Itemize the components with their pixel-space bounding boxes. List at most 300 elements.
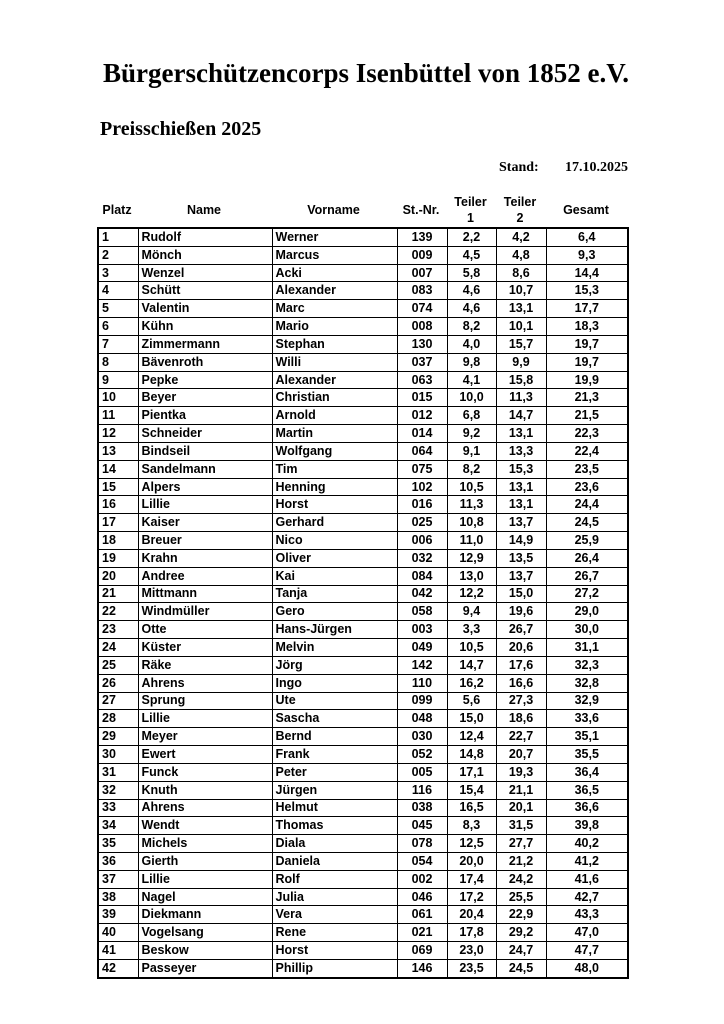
name-cell: Ewert bbox=[138, 746, 272, 764]
platz-cell: 10 bbox=[98, 389, 138, 407]
table-row bbox=[98, 442, 628, 460]
teiler2-cell: 24,7 bbox=[496, 942, 546, 960]
table-row bbox=[98, 371, 628, 389]
gesamt-cell: 17,7 bbox=[546, 300, 628, 318]
name-cell: Alpers bbox=[138, 478, 272, 496]
teiler1-cell: 12,5 bbox=[447, 835, 496, 853]
vorname-cell: Vera bbox=[272, 906, 397, 924]
stnr-cell: 021 bbox=[397, 924, 447, 942]
stnr-cell: 139 bbox=[397, 228, 447, 246]
table-row bbox=[98, 906, 628, 924]
name-cell: Windmüller bbox=[138, 603, 272, 621]
platz-cell: 35 bbox=[98, 835, 138, 853]
platz-cell: 5 bbox=[98, 300, 138, 318]
vorname-cell: Peter bbox=[272, 763, 397, 781]
name-cell: Knuth bbox=[138, 781, 272, 799]
vorname-cell: Rene bbox=[272, 924, 397, 942]
platz-cell: 36 bbox=[98, 852, 138, 870]
gesamt-cell: 24,4 bbox=[546, 496, 628, 514]
table-row bbox=[98, 781, 628, 799]
table-row bbox=[98, 460, 628, 478]
teiler1-cell: 14,7 bbox=[447, 656, 496, 674]
platz-cell: 33 bbox=[98, 799, 138, 817]
vorname-cell: Stephan bbox=[272, 335, 397, 353]
table-row bbox=[98, 228, 628, 246]
teiler1-cell: 17,1 bbox=[447, 763, 496, 781]
gesamt-cell: 41,2 bbox=[546, 852, 628, 870]
platz-cell: 41 bbox=[98, 942, 138, 960]
platz-cell: 34 bbox=[98, 817, 138, 835]
stnr-cell: 074 bbox=[397, 300, 447, 318]
stnr-cell: 008 bbox=[397, 318, 447, 336]
stnr-cell: 061 bbox=[397, 906, 447, 924]
table-row bbox=[98, 407, 628, 425]
vorname-cell: Thomas bbox=[272, 817, 397, 835]
vorname-cell: Horst bbox=[272, 496, 397, 514]
teiler2-cell: 21,2 bbox=[496, 852, 546, 870]
teiler1-cell: 5,6 bbox=[447, 692, 496, 710]
name-cell: Sandelmann bbox=[138, 460, 272, 478]
teiler2-cell: 20,6 bbox=[496, 639, 546, 657]
teiler1-cell: 9,1 bbox=[447, 442, 496, 460]
vorname-cell: Daniela bbox=[272, 852, 397, 870]
teiler1-cell: 15,4 bbox=[447, 781, 496, 799]
vorname-cell: Nico bbox=[272, 532, 397, 550]
teiler2-cell: 19,6 bbox=[496, 603, 546, 621]
table-row bbox=[98, 567, 628, 585]
gesamt-cell: 36,6 bbox=[546, 799, 628, 817]
table-row bbox=[98, 942, 628, 960]
table-row bbox=[98, 496, 628, 514]
teiler2-cell: 20,1 bbox=[496, 799, 546, 817]
stnr-cell: 025 bbox=[397, 514, 447, 532]
stnr-cell: 083 bbox=[397, 282, 447, 300]
stnr-cell: 078 bbox=[397, 835, 447, 853]
teiler2-cell: 16,6 bbox=[496, 674, 546, 692]
table-row bbox=[98, 639, 628, 657]
table-row bbox=[98, 318, 628, 336]
teiler1-cell: 16,2 bbox=[447, 674, 496, 692]
teiler2-cell: 18,6 bbox=[496, 710, 546, 728]
platz-cell: 16 bbox=[98, 496, 138, 514]
teiler1-cell: 20,4 bbox=[447, 906, 496, 924]
teiler2-cell: 13,1 bbox=[496, 425, 546, 443]
gesamt-cell: 14,4 bbox=[546, 264, 628, 282]
teiler1-cell: 16,5 bbox=[447, 799, 496, 817]
platz-cell: 2 bbox=[98, 246, 138, 264]
stnr-cell: 014 bbox=[397, 425, 447, 443]
table-row bbox=[98, 852, 628, 870]
vorname-cell: Jürgen bbox=[272, 781, 397, 799]
table-row bbox=[98, 425, 628, 443]
name-cell: Meyer bbox=[138, 728, 272, 746]
teiler1-cell: 13,0 bbox=[447, 567, 496, 585]
gesamt-cell: 25,9 bbox=[546, 532, 628, 550]
teiler2-cell: 15,8 bbox=[496, 371, 546, 389]
name-cell: Mittmann bbox=[138, 585, 272, 603]
vorname-cell: Frank bbox=[272, 746, 397, 764]
gesamt-cell: 36,4 bbox=[546, 763, 628, 781]
table-row bbox=[98, 603, 628, 621]
name-cell: Otte bbox=[138, 621, 272, 639]
table-row bbox=[98, 817, 628, 835]
teiler1-cell: 8,3 bbox=[447, 817, 496, 835]
name-cell: Michels bbox=[138, 835, 272, 853]
teiler2-cell: 29,2 bbox=[496, 924, 546, 942]
platz-cell: 21 bbox=[98, 585, 138, 603]
teiler2-cell: 21,1 bbox=[496, 781, 546, 799]
teiler2-cell: 13,7 bbox=[496, 567, 546, 585]
column-header-teiler1-line2: 1 bbox=[467, 211, 474, 225]
results-table-body bbox=[98, 228, 628, 978]
column-header-teiler2-line2: 2 bbox=[516, 211, 524, 225]
vorname-cell: Diala bbox=[272, 835, 397, 853]
stnr-cell: 005 bbox=[397, 763, 447, 781]
vorname-cell: Christian bbox=[272, 389, 397, 407]
stnr-cell: 037 bbox=[397, 353, 447, 371]
name-cell: Kühn bbox=[138, 318, 272, 336]
platz-cell: 8 bbox=[98, 353, 138, 371]
column-header-platz: Platz bbox=[102, 203, 132, 217]
table-row bbox=[98, 763, 628, 781]
stnr-cell: 084 bbox=[397, 567, 447, 585]
name-cell: Bindseil bbox=[138, 442, 272, 460]
table-row bbox=[98, 282, 628, 300]
vorname-cell: Sascha bbox=[272, 710, 397, 728]
gesamt-cell: 22,4 bbox=[546, 442, 628, 460]
name-cell: Breuer bbox=[138, 532, 272, 550]
table-row bbox=[98, 692, 628, 710]
name-cell: Passeyer bbox=[138, 959, 272, 977]
platz-cell: 1 bbox=[98, 228, 138, 246]
gesamt-cell: 43,3 bbox=[546, 906, 628, 924]
name-cell: Mönch bbox=[138, 246, 272, 264]
teiler2-cell: 13,1 bbox=[496, 300, 546, 318]
column-header-teiler2 bbox=[495, 193, 545, 227]
table-row bbox=[98, 300, 628, 318]
table-row bbox=[98, 585, 628, 603]
teiler1-cell: 5,8 bbox=[447, 264, 496, 282]
stnr-cell: 006 bbox=[397, 532, 447, 550]
stand-date: 17.10.2025 bbox=[565, 160, 628, 175]
gesamt-cell: 21,5 bbox=[546, 407, 628, 425]
platz-cell: 15 bbox=[98, 478, 138, 496]
teiler1-cell: 10,8 bbox=[447, 514, 496, 532]
vorname-cell: Martin bbox=[272, 425, 397, 443]
teiler1-cell: 3,3 bbox=[447, 621, 496, 639]
table-row bbox=[98, 835, 628, 853]
teiler2-cell: 13,3 bbox=[496, 442, 546, 460]
column-header-name: Name bbox=[186, 203, 222, 217]
name-cell: Vogelsang bbox=[138, 924, 272, 942]
teiler2-cell: 13,7 bbox=[496, 514, 546, 532]
vorname-cell: Helmut bbox=[272, 799, 397, 817]
teiler2-cell: 26,7 bbox=[496, 621, 546, 639]
table-row bbox=[98, 959, 628, 977]
teiler1-cell: 11,3 bbox=[447, 496, 496, 514]
stnr-cell: 069 bbox=[397, 942, 447, 960]
document-title: Bürgerschützencorps Isenbüttel von 1852 e.V. bbox=[103, 58, 629, 88]
teiler2-cell: 22,9 bbox=[496, 906, 546, 924]
stnr-cell: 063 bbox=[397, 371, 447, 389]
table-row bbox=[98, 728, 628, 746]
teiler1-cell: 9,2 bbox=[447, 425, 496, 443]
teiler2-cell: 15,0 bbox=[496, 585, 546, 603]
table-row bbox=[98, 656, 628, 674]
gesamt-cell: 36,5 bbox=[546, 781, 628, 799]
gesamt-cell: 24,5 bbox=[546, 514, 628, 532]
platz-cell: 20 bbox=[98, 567, 138, 585]
stnr-cell: 058 bbox=[397, 603, 447, 621]
stnr-cell: 002 bbox=[397, 870, 447, 888]
teiler2-cell: 25,5 bbox=[496, 888, 546, 906]
platz-cell: 38 bbox=[98, 888, 138, 906]
platz-cell: 40 bbox=[98, 924, 138, 942]
stnr-cell: 015 bbox=[397, 389, 447, 407]
platz-cell: 39 bbox=[98, 906, 138, 924]
platz-cell: 23 bbox=[98, 621, 138, 639]
teiler1-cell: 4,6 bbox=[447, 300, 496, 318]
name-cell: Schneider bbox=[138, 425, 272, 443]
stnr-cell: 099 bbox=[397, 692, 447, 710]
vorname-cell: Henning bbox=[272, 478, 397, 496]
teiler1-cell: 4,5 bbox=[447, 246, 496, 264]
teiler1-cell: 12,4 bbox=[447, 728, 496, 746]
name-cell: Lillie bbox=[138, 870, 272, 888]
teiler2-cell: 20,7 bbox=[496, 746, 546, 764]
stnr-cell: 045 bbox=[397, 817, 447, 835]
teiler2-cell: 15,3 bbox=[496, 460, 546, 478]
platz-cell: 9 bbox=[98, 371, 138, 389]
gesamt-cell: 29,0 bbox=[546, 603, 628, 621]
gesamt-cell: 19,7 bbox=[546, 335, 628, 353]
vorname-cell: Acki bbox=[272, 264, 397, 282]
name-cell: Ahrens bbox=[138, 674, 272, 692]
gesamt-cell: 35,1 bbox=[546, 728, 628, 746]
teiler2-cell: 31,5 bbox=[496, 817, 546, 835]
name-cell: Lillie bbox=[138, 496, 272, 514]
name-cell: Kaiser bbox=[138, 514, 272, 532]
document-subtitle: Preisschießen 2025 bbox=[100, 118, 262, 140]
teiler2-cell: 13,1 bbox=[496, 496, 546, 514]
name-cell: Pientka bbox=[138, 407, 272, 425]
name-cell: Beskow bbox=[138, 942, 272, 960]
platz-cell: 26 bbox=[98, 674, 138, 692]
teiler2-cell: 11,3 bbox=[496, 389, 546, 407]
stnr-cell: 038 bbox=[397, 799, 447, 817]
gesamt-cell: 30,0 bbox=[546, 621, 628, 639]
teiler2-cell: 17,6 bbox=[496, 656, 546, 674]
vorname-cell: Arnold bbox=[272, 407, 397, 425]
stand-label: Stand: bbox=[499, 160, 539, 175]
platz-cell: 24 bbox=[98, 639, 138, 657]
teiler1-cell: 9,4 bbox=[447, 603, 496, 621]
name-cell: Rudolf bbox=[138, 228, 272, 246]
platz-cell: 42 bbox=[98, 959, 138, 977]
platz-cell: 25 bbox=[98, 656, 138, 674]
vorname-cell: Mario bbox=[272, 318, 397, 336]
teiler1-cell: 17,4 bbox=[447, 870, 496, 888]
platz-cell: 11 bbox=[98, 407, 138, 425]
table-row bbox=[98, 924, 628, 942]
name-cell: Pepke bbox=[138, 371, 272, 389]
table-row bbox=[98, 478, 628, 496]
table-row bbox=[98, 621, 628, 639]
vorname-cell: Ute bbox=[272, 692, 397, 710]
gesamt-cell: 21,3 bbox=[546, 389, 628, 407]
platz-cell: 13 bbox=[98, 442, 138, 460]
gesamt-cell: 32,9 bbox=[546, 692, 628, 710]
vorname-cell: Werner bbox=[272, 228, 397, 246]
gesamt-cell: 33,6 bbox=[546, 710, 628, 728]
teiler1-cell: 15,0 bbox=[447, 710, 496, 728]
stnr-cell: 030 bbox=[397, 728, 447, 746]
stnr-cell: 054 bbox=[397, 852, 447, 870]
gesamt-cell: 32,8 bbox=[546, 674, 628, 692]
teiler2-cell: 8,6 bbox=[496, 264, 546, 282]
stand-line bbox=[499, 160, 628, 176]
gesamt-cell: 41,6 bbox=[546, 870, 628, 888]
vorname-cell: Willi bbox=[272, 353, 397, 371]
teiler1-cell: 4,1 bbox=[447, 371, 496, 389]
platz-cell: 3 bbox=[98, 264, 138, 282]
gesamt-cell: 39,8 bbox=[546, 817, 628, 835]
gesamt-cell: 23,5 bbox=[546, 460, 628, 478]
name-cell: Funck bbox=[138, 763, 272, 781]
teiler2-cell: 14,9 bbox=[496, 532, 546, 550]
name-cell: Beyer bbox=[138, 389, 272, 407]
vorname-cell: Oliver bbox=[272, 549, 397, 567]
vorname-cell: Horst bbox=[272, 942, 397, 960]
vorname-cell: Jörg bbox=[272, 656, 397, 674]
table-row bbox=[98, 514, 628, 532]
vorname-cell: Hans-Jürgen bbox=[272, 621, 397, 639]
stnr-cell: 075 bbox=[397, 460, 447, 478]
platz-cell: 37 bbox=[98, 870, 138, 888]
teiler2-cell: 13,5 bbox=[496, 549, 546, 567]
stnr-cell: 052 bbox=[397, 746, 447, 764]
gesamt-cell: 19,9 bbox=[546, 371, 628, 389]
gesamt-cell: 40,2 bbox=[546, 835, 628, 853]
table-row bbox=[98, 710, 628, 728]
platz-cell: 6 bbox=[98, 318, 138, 336]
teiler2-cell: 9,9 bbox=[496, 353, 546, 371]
vorname-cell: Tanja bbox=[272, 585, 397, 603]
table-row bbox=[98, 746, 628, 764]
teiler2-cell: 22,7 bbox=[496, 728, 546, 746]
vorname-cell: Marcus bbox=[272, 246, 397, 264]
platz-cell: 30 bbox=[98, 746, 138, 764]
gesamt-cell: 23,6 bbox=[546, 478, 628, 496]
table-row bbox=[98, 335, 628, 353]
teiler1-cell: 8,2 bbox=[447, 460, 496, 478]
column-header-teiler2-line1: Teiler bbox=[503, 195, 537, 209]
gesamt-cell: 9,3 bbox=[546, 246, 628, 264]
teiler1-cell: 23,0 bbox=[447, 942, 496, 960]
platz-cell: 4 bbox=[98, 282, 138, 300]
teiler1-cell: 4,0 bbox=[447, 335, 496, 353]
teiler1-cell: 10,0 bbox=[447, 389, 496, 407]
vorname-cell: Alexander bbox=[272, 282, 397, 300]
stnr-cell: 130 bbox=[397, 335, 447, 353]
name-cell: Wendt bbox=[138, 817, 272, 835]
platz-cell: 18 bbox=[98, 532, 138, 550]
name-cell: Wenzel bbox=[138, 264, 272, 282]
gesamt-cell: 48,0 bbox=[546, 959, 628, 977]
platz-cell: 29 bbox=[98, 728, 138, 746]
teiler2-cell: 24,5 bbox=[496, 959, 546, 977]
platz-cell: 28 bbox=[98, 710, 138, 728]
name-cell: Schütt bbox=[138, 282, 272, 300]
teiler1-cell: 12,2 bbox=[447, 585, 496, 603]
gesamt-cell: 22,3 bbox=[546, 425, 628, 443]
teiler1-cell: 23,5 bbox=[447, 959, 496, 977]
vorname-cell: Kai bbox=[272, 567, 397, 585]
teiler2-cell: 10,1 bbox=[496, 318, 546, 336]
vorname-cell: Gerhard bbox=[272, 514, 397, 532]
teiler2-cell: 27,3 bbox=[496, 692, 546, 710]
teiler1-cell: 20,0 bbox=[447, 852, 496, 870]
gesamt-cell: 47,0 bbox=[546, 924, 628, 942]
stnr-cell: 016 bbox=[397, 496, 447, 514]
name-cell: Krahn bbox=[138, 549, 272, 567]
vorname-cell: Gero bbox=[272, 603, 397, 621]
name-cell: Küster bbox=[138, 639, 272, 657]
column-header-vorname: Vorname bbox=[307, 203, 360, 217]
vorname-cell: Ingo bbox=[272, 674, 397, 692]
stnr-cell: 007 bbox=[397, 264, 447, 282]
teiler2-cell: 10,7 bbox=[496, 282, 546, 300]
name-cell: Nagel bbox=[138, 888, 272, 906]
gesamt-cell: 27,2 bbox=[546, 585, 628, 603]
gesamt-cell: 15,3 bbox=[546, 282, 628, 300]
column-header-teiler1 bbox=[446, 193, 495, 227]
stnr-cell: 012 bbox=[397, 407, 447, 425]
stnr-cell: 003 bbox=[397, 621, 447, 639]
teiler2-cell: 24,2 bbox=[496, 870, 546, 888]
vorname-cell: Tim bbox=[272, 460, 397, 478]
column-header-gesamt: Gesamt bbox=[563, 203, 609, 217]
platz-cell: 7 bbox=[98, 335, 138, 353]
stnr-cell: 102 bbox=[397, 478, 447, 496]
table-row bbox=[98, 674, 628, 692]
platz-cell: 31 bbox=[98, 763, 138, 781]
vorname-cell: Melvin bbox=[272, 639, 397, 657]
vorname-cell: Bernd bbox=[272, 728, 397, 746]
vorname-cell: Julia bbox=[272, 888, 397, 906]
results-table bbox=[97, 227, 629, 979]
stnr-cell: 032 bbox=[397, 549, 447, 567]
gesamt-cell: 47,7 bbox=[546, 942, 628, 960]
teiler2-cell: 4,2 bbox=[496, 228, 546, 246]
platz-cell: 27 bbox=[98, 692, 138, 710]
stnr-cell: 146 bbox=[397, 959, 447, 977]
name-cell: Diekmann bbox=[138, 906, 272, 924]
name-cell: Andree bbox=[138, 567, 272, 585]
stnr-cell: 009 bbox=[397, 246, 447, 264]
platz-cell: 19 bbox=[98, 549, 138, 567]
vorname-cell: Alexander bbox=[272, 371, 397, 389]
stnr-cell: 049 bbox=[397, 639, 447, 657]
vorname-cell: Marc bbox=[272, 300, 397, 318]
gesamt-cell: 35,5 bbox=[546, 746, 628, 764]
vorname-cell: Rolf bbox=[272, 870, 397, 888]
teiler2-cell: 27,7 bbox=[496, 835, 546, 853]
column-header-stnr: St.-Nr. bbox=[402, 203, 440, 217]
platz-cell: 14 bbox=[98, 460, 138, 478]
teiler2-cell: 19,3 bbox=[496, 763, 546, 781]
platz-cell: 17 bbox=[98, 514, 138, 532]
